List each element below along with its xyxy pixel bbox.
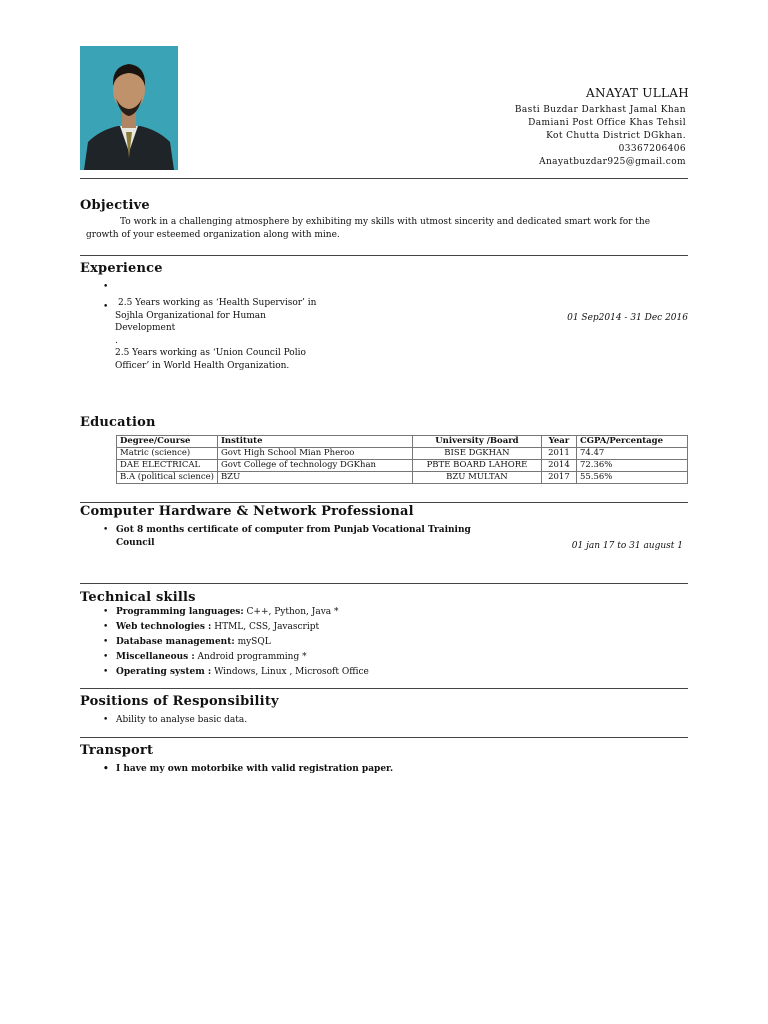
email-address: Anayatbuzdar925@gmail.com — [539, 157, 686, 167]
objective-text-line1: To work in a challenging atmosphere by exhibiting my skills with utmost sincerity and dedicated smart work for the — [120, 217, 651, 227]
experience-line: Officer’ in World Health Organization. — [115, 360, 290, 371]
table-cell: PBTE BOARD LAHORE — [412, 460, 541, 472]
divider — [80, 502, 688, 503]
transport-heading: Transport — [80, 743, 154, 758]
table-cell: 2014 — [541, 460, 576, 472]
table-cell: 2011 — [541, 448, 576, 460]
skill-value: Windows, Linux , Microsoft Office — [211, 667, 369, 677]
table-cell: B.A (political science) — [117, 472, 218, 484]
skill-value: Android programming * — [194, 652, 307, 662]
responsibility-heading: Positions of Responsibility — [80, 694, 279, 709]
education-heading: Education — [80, 415, 156, 430]
skills-heading: Technical skills — [80, 590, 196, 605]
table-cell: 74.47 — [576, 448, 687, 460]
bullet: • — [103, 302, 109, 312]
experience-line: 2.5 Years working as ‘Union Council Polio — [115, 348, 306, 358]
address-line: Kot Chutta District DGkhan. — [546, 131, 686, 141]
divider — [80, 583, 688, 584]
experience-heading: Experience — [80, 261, 163, 276]
table-header-row — [117, 436, 688, 448]
skill-value: HTML, CSS, Javascript — [211, 622, 320, 632]
column-header: Degree/Course — [117, 436, 218, 448]
list-item — [103, 635, 369, 650]
table-cell: Govt College of technology DGKhan — [217, 460, 412, 472]
table-cell: BZU MULTAN — [412, 472, 541, 484]
divider — [80, 688, 688, 689]
objective-heading: Objective — [80, 198, 150, 213]
transport-list — [103, 762, 393, 777]
experience-line: Sojhla Organizational for Human — [115, 310, 266, 321]
address-line: Basti Buzdar Darkhast Jamal Khan — [514, 105, 686, 115]
column-header: Year — [541, 436, 576, 448]
education-table — [116, 435, 688, 484]
divider — [80, 737, 688, 738]
contact-block — [515, 104, 686, 169]
table-cell: Matric (science) — [117, 448, 218, 460]
phone-number: 03367206406 — [618, 144, 686, 154]
list-item: • I have my own motorbike with valid registration paper. — [103, 762, 393, 777]
hardware-line: Got 8 months certificate of computer from Punjab Vocational Training — [116, 525, 471, 535]
objective-text-line2: growth of your esteemed organization along with mine. — [86, 230, 340, 240]
list-item — [103, 620, 369, 635]
table-cell: Govt High School Mian Pheroo — [217, 448, 412, 460]
column-header: Institute — [217, 436, 412, 448]
table-row — [117, 460, 688, 472]
bullet: • — [103, 282, 109, 292]
column-header: CGPA/Percentage — [576, 436, 687, 448]
experience-line: Development — [115, 323, 176, 333]
skill-value: mySQL — [234, 637, 271, 647]
hardware-dates: 01 jan 17 to 31 august 1 — [571, 541, 683, 551]
table-cell: BISE DGKHAN — [412, 448, 541, 460]
address-line: Damiani Post Office Khas Tehsil — [528, 118, 686, 128]
table-cell: 72.36% — [576, 460, 687, 472]
column-header: University /Board — [412, 436, 541, 448]
list-item — [103, 650, 369, 665]
skill-label: Web technologies : — [116, 622, 212, 632]
experience-item-1 — [115, 297, 316, 372]
hardware-heading: Computer Hardware & Network Professional — [80, 504, 414, 519]
profile-photo — [80, 46, 178, 170]
table-cell: 55.56% — [576, 472, 687, 484]
skill-label: Miscellaneous : — [116, 652, 195, 662]
divider — [80, 255, 688, 256]
divider — [80, 178, 688, 179]
skill-value: C++, Python, Java * — [243, 607, 339, 617]
skills-list — [103, 605, 369, 680]
skill-label: Database management: — [116, 637, 235, 647]
table-row — [117, 448, 688, 460]
bullet: • — [103, 525, 109, 535]
list-item — [103, 665, 369, 680]
candidate-name: ANAYAT ULLAH — [586, 86, 689, 100]
hardware-item — [116, 524, 471, 549]
list-item: • Ability to analyse basic data. — [103, 713, 247, 728]
table-row — [117, 472, 688, 484]
skill-label: Operating system : — [116, 667, 212, 677]
experience-dot: . — [115, 335, 118, 346]
skill-label: Programming languages: — [116, 607, 244, 617]
table-cell: DAE ELECTRICAL — [117, 460, 218, 472]
responsibility-list — [103, 713, 247, 728]
list-item — [103, 605, 369, 620]
table-cell: BZU — [217, 472, 412, 484]
experience-line: 2.5 Years working as ‘Health Supervisor’ in — [118, 298, 317, 308]
table-cell: 2017 — [541, 472, 576, 484]
experience-dates: 01 Sep2014 - 31 Dec 2016 — [567, 313, 688, 323]
hardware-line: Council — [116, 537, 155, 548]
